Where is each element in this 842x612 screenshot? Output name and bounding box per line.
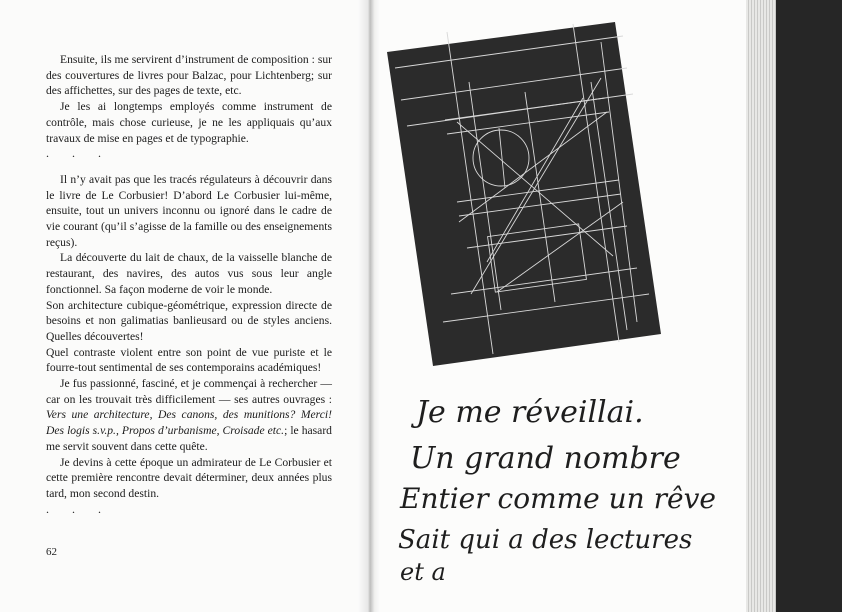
paragraph: Son architecture cubique-géométrique, expression directe de besoins et non galimatias banlieusard ou de styles anciens. Quelles découvertes! (46, 298, 332, 343)
book-titles: Vers une architecture, Des canons, des munitions? Merci! Des logis s.v.p., Propos d’urbanisme, Croisade etc. (46, 408, 332, 438)
paragraph: Ensuite, ils me servirent d’instrument de composition : sur des couvertures de livres pour Balzac, pour Lichtenberg; sur des affichettes, sur des pages de texte, etc. (46, 53, 332, 98)
handwriting-line: Je me réveillai. (416, 395, 644, 430)
paragraph-text: ; le hasard me servit souvent dans cette quête. (46, 424, 332, 453)
background (776, 0, 842, 612)
handwriting-line: et a (400, 558, 446, 586)
paragraph (46, 376, 332, 455)
handwritten-notes (394, 388, 734, 588)
paragraph: La découverte du lait de chaux, de la vaisselle blanche de restaurant, des navires, des autos vus sous leur angle fonctionnel. Sa façon moderne de voir le monde. (46, 251, 332, 296)
paragraph: Je devins à cette époque un admirateur de Le Corbusier et cette première rencontre devait déterminer, deux années plus tard, mon second destin. (46, 455, 332, 500)
paragraph-text: Je fus passionné, fasciné, et je commençai à rechercher — car on les trouvait très difficilement — ses autres ouvrages : (46, 377, 332, 406)
page-edges (746, 0, 776, 612)
paragraph: Il n’y avait pas que les tracés régulateurs à découvrir dans le livre de Le Corbusier! D’abord Le Corbusier lui-même, ensuite, tout un univers inconnu ou ignoré dans le cadre de vie courant (qu’il s’agisse de la famille ou des enseignements reçus). (46, 172, 332, 249)
book-gutter (358, 0, 380, 612)
handwriting-line: Sait qui a des lectures (398, 525, 693, 555)
section-break: . . . (46, 501, 111, 516)
section-break: . . . (46, 146, 111, 161)
left-page (0, 0, 372, 612)
body-text (46, 52, 332, 517)
paragraph: Quel contraste violent entre son point de vue puriste et le fourre-tout sentimental de ses contemporains académiques! (46, 345, 332, 375)
handwriting-line: Entier comme un rêve (400, 482, 716, 515)
page-number: 62 (46, 546, 57, 558)
regulating-lines-figure (387, 22, 661, 366)
paragraph: Je les ai longtemps employés comme instrument de contrôle, mais chose curieuse, je ne les appliquais qu’aux travaux de mise en pages et de typographie. (46, 100, 332, 145)
handwriting-line: Un grand nombre (410, 441, 681, 476)
